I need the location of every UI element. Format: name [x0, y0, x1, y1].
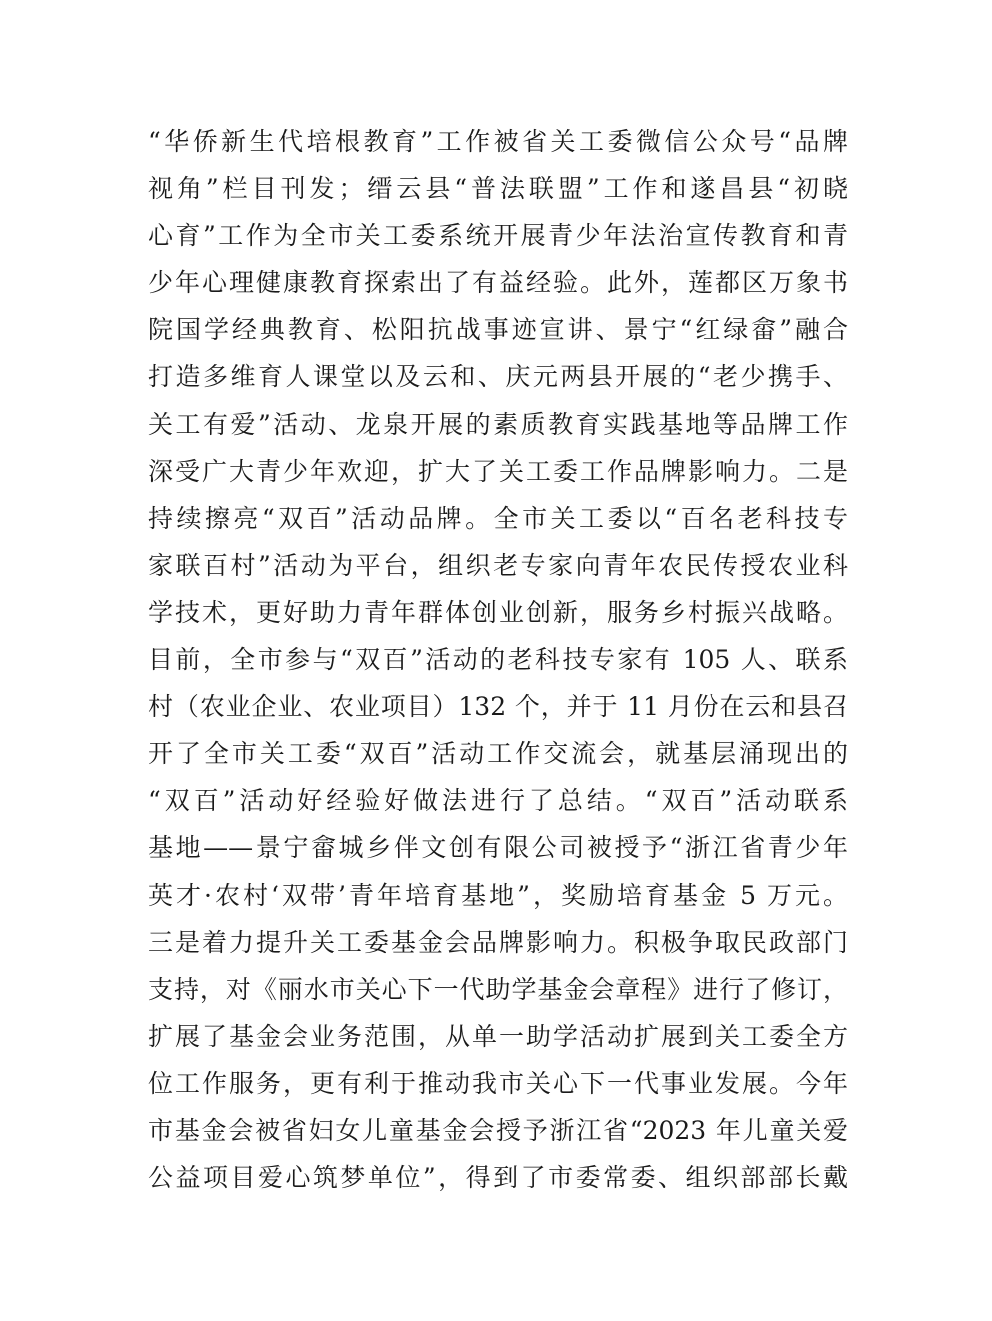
text-line: 心育”工作为全市关工委系统开展青少年法治宣传教育和青	[148, 221, 848, 251]
text-line: 位工作服务，更有利于推动我市关心下一代事业发展。今年	[148, 1068, 848, 1098]
text-line: 三是着力提升关工委基金会品牌影响力。积极争取民政部门	[148, 927, 848, 957]
text-line: 院国学经典教育、松阳抗战事迹宣讲、景宁“红绿畲”融合	[148, 315, 848, 345]
text-line: 基地——景宁畲城乡伴文创有限公司被授予“浙江省青少年	[148, 833, 848, 863]
text-line: 支持，对《丽水市关心下一代助学基金会章程》进行了修订，	[148, 974, 848, 1004]
text-line: “双百”活动好经验好做法进行了总结。“双百”活动联系	[148, 786, 848, 816]
text-line: 学技术，更好助力青年群体创业创新，服务乡村振兴战略。	[148, 597, 848, 627]
text-line: 开了全市关工委“双百”活动工作交流会，就基层涌现出的	[148, 739, 848, 769]
text-line: 打造多维育人课堂以及云和、庆元两县开展的“老少携手、	[148, 362, 848, 392]
text-line: 市基金会被省妇女儿童基金会授予浙江省“2023 年儿童关爱	[148, 1115, 848, 1145]
text-line: 持续擦亮“双百”活动品牌。全市关工委以“百名老科技专	[148, 503, 848, 533]
text-line: 扩展了基金会业务范围，从单一助学活动扩展到关工委全方	[148, 1021, 848, 1051]
text-line: 家联百村”活动为平台，组织老专家向青年农民传授农业科	[148, 550, 848, 580]
text-line: 目前，全市参与“双百”活动的老科技专家有 105 人、联系	[148, 645, 848, 675]
body-paragraph	[148, 118, 848, 1201]
text-line: 关工有爱”活动、龙泉开展的素质教育实践基地等品牌工作	[148, 409, 848, 439]
text-line: 公益项目爱心筑梦单位”，得到了市委常委、组织部部长戴	[148, 1163, 848, 1193]
text-line: 英才·农村‘双带’青年培育基地”，奖励培育基金 5 万元。	[148, 880, 848, 910]
text-line: 视角”栏目刊发；缙云县“普法联盟”工作和遂昌县“初晓	[148, 174, 848, 204]
text-line: 深受广大青少年欢迎，扩大了关工委工作品牌影响力。二是	[148, 456, 848, 486]
text-line: 少年心理健康教育探索出了有益经验。此外，莲都区万象书	[148, 268, 848, 298]
text-line: “华侨新生代培根教育”工作被省关工委微信公众号“品牌	[148, 127, 848, 156]
text-line: 村（农业企业、农业项目）132 个，并于 11 月份在云和县召	[148, 692, 848, 722]
